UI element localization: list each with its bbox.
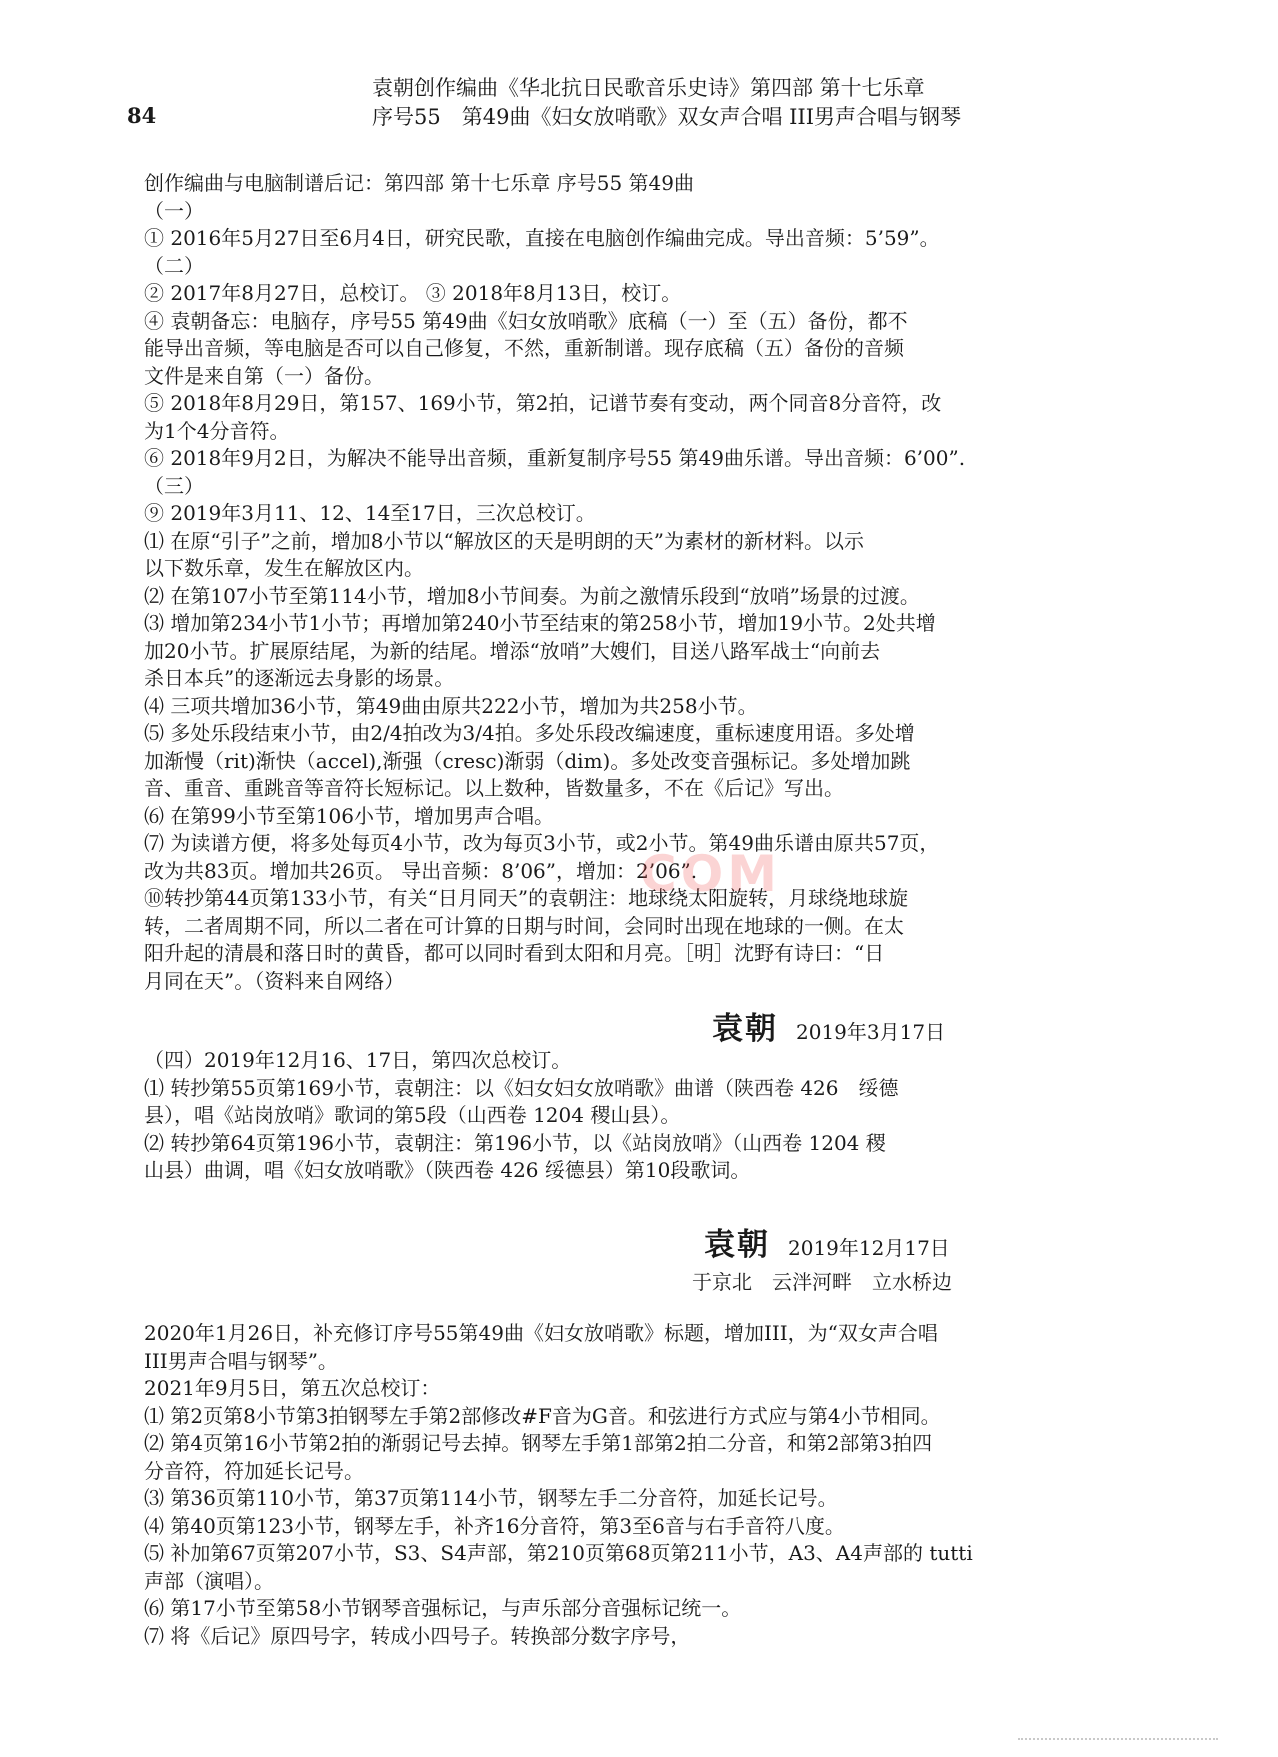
text-line: ⑸ 多处乐段结束小节，由2/4拍改为3/4拍。多处乐段改编速度，重标速度用语。多处增 — [144, 721, 915, 745]
text-line: ① 2016年5月27日至6月4日，研究民歌，直接在电脑创作编曲完成。导出音频：5’59”。 — [144, 226, 940, 250]
page-number: 84 — [127, 103, 157, 128]
text-line: 加渐慢（rit)渐快（accel),渐强（cresc)渐弱（dim)。多处改变音强标记。多处增加跳 — [144, 748, 911, 773]
text-line: ⑩转抄第44页第133小节，有关“日月同天”的袁朝注：地球绕太阳旋转，月球绕地球旋 — [144, 886, 909, 910]
signature-name: 袁朝 — [712, 1011, 778, 1047]
afterword-section-1 — [144, 170, 1134, 995]
text-line: ⑨ 2019年3月11、12、14至17日，三次总校订。 — [144, 501, 596, 525]
text-line: ⑶ 增加第234小节1小节；再增加第240小节至结束的第258小节，增加19小节。2处共增 — [144, 611, 936, 635]
text-line: ⑵ 在第107小节至第114小节，增加8小节间奏。为前之激情乐段到“放哨”场景的过渡。 — [144, 583, 920, 608]
header-title-line2: 序号55 第49曲《妇女放哨歌》双女声合唱 III男声合唱与钢琴 — [372, 105, 962, 129]
text-line: 杀日本兵”的逐渐远去身影的场景。 — [144, 666, 455, 690]
text-line: ⑶ 第36页第110小节，第37页第114小节，钢琴左手二分音符，加延长记号。 — [144, 1486, 838, 1510]
text-line: ⑺ 为读谱方便，将多处每页4小节，改为每页3小节，或2小节。第49曲乐谱由原共57页， — [144, 831, 940, 855]
text-line: ⑵ 第4页第16小节第2拍的渐弱记号去掉。钢琴左手第1部第2拍二分音，和第2部第3拍四 — [144, 1431, 933, 1455]
text-line: 音、重音、重跳音等音符长短标记。以上数种，皆数量多，不在《后记》写出。 — [144, 776, 844, 800]
text-line: III男声合唱与钢琴”。 — [144, 1348, 338, 1373]
text-line: 2021年9月5日，第五次总校订： — [144, 1376, 441, 1400]
text-line: 声部（演唱）。 — [144, 1568, 274, 1593]
page-header — [372, 74, 1072, 132]
signature-name: 袁朝 — [704, 1227, 770, 1263]
text-line: 月同在天”。（资料来自网络） — [144, 968, 405, 993]
text-line: ⑷ 第40页第123小节，钢琴左手，补齐16分音符，第3至6音与右手音符八度。 — [144, 1513, 845, 1538]
text-line: 为1个4分音符。 — [144, 418, 290, 443]
text-line: 2020年1月26日，补充修订序号55第49曲《妇女放哨歌》标题，增加III，为“双女声合唱 — [144, 1321, 938, 1345]
footer-divider — [1018, 1738, 1218, 1744]
header-title-line1: 袁朝创作编曲《华北抗日民歌音乐史诗》第四部 第十七乐章 — [372, 76, 925, 100]
text-line: 文件是来自第（一）备份。 — [144, 363, 384, 388]
text-line: ⑴ 转抄第55页第169小节，袁朝注：以《妇女妇女放哨歌》曲谱（陕西卷 426 绥德 — [144, 1075, 899, 1100]
text-line: 改为共83页。增加共26页。 导出音频：8’06”，增加：2’06”. — [144, 858, 698, 883]
text-line: ② 2017年8月27日，总校订。 ③ 2018年8月13日，校订。 — [144, 281, 682, 305]
text-line: ⑴ 第2页第8小节第3拍钢琴左手第2部修改#F音为G音。和弦进行方式应与第4小节相同。 — [144, 1403, 941, 1428]
text-line: 阳升起的清晨和落日时的黄昏，都可以同时看到太阳和月亮。［明］沈野有诗曰：“日 — [144, 941, 885, 965]
text-line: ⑴ 在原“引子”之前，增加8小节以“解放区的天是明朗的天”为素材的新材料。以示 — [144, 528, 864, 553]
text-line: （一） — [144, 198, 204, 223]
text-line: （二） — [144, 253, 204, 278]
text-line: ④ 袁朝备忘：电脑存，序号55 第49曲《妇女放哨歌》底稿（一）至（五）备份，都不 — [144, 308, 908, 333]
afterword-section-2 — [144, 1047, 1134, 1185]
text-line: 分音符，符加延长记号。 — [144, 1458, 364, 1483]
text-line: 创作编曲与电脑制谱后记：第四部 第十七乐章 序号55 第49曲 — [144, 171, 694, 195]
watermark: COM — [640, 845, 781, 903]
text-line: （四）2019年12月16、17日，第四次总校订。 — [144, 1048, 572, 1072]
text-line: 加20小节。扩展原结尾，为新的结尾。增添“放哨”大嫂们，目送八路军战士“向前去 — [144, 638, 881, 663]
text-line: ⑷ 三项共增加36小节，第49曲由原共222小节，增加为共258小节。 — [144, 693, 758, 718]
text-line: ⑺ 将《后记》原四号字，转成小四号子。转换部分数字序号， — [144, 1623, 691, 1648]
signature-date: 2019年12月17日 — [788, 1236, 950, 1260]
signature-place: 于京北 云泮河畔 立水桥边 — [692, 1270, 952, 1294]
afterword-section-3 — [144, 1320, 1134, 1650]
text-line: 转，二者周期不同，所以二者在可计算的日期与时间，会同时出现在地球的一侧。在太 — [144, 913, 904, 938]
signature-1 — [712, 1012, 945, 1049]
text-line: （三） — [144, 473, 204, 498]
text-line: ⑤ 2018年8月29日，第157、169小节，第2拍，记谱节奏有变动，两个同音8分音符，改 — [144, 391, 942, 415]
signature-2 — [704, 1228, 950, 1265]
text-line: 能导出音频，等电脑是否可以自己修复，不然，重新制谱。现存底稿（五）备份的音频 — [144, 336, 904, 360]
text-line: ⑸ 补加第67页第207小节，S3、S4声部，第210页第68页第211小节，A3、A4声部的 tutti — [144, 1541, 973, 1565]
text-line: 县），唱《站岗放哨》歌词的第5段（山西卷 1204 稷山县）。 — [144, 1103, 681, 1127]
text-line: ⑥ 2018年9月2日，为解决不能导出音频，重新复制序号55 第49曲乐谱。导出音频：6’00”. — [144, 446, 966, 470]
text-line: 以下数乐章，发生在解放区内。 — [144, 556, 424, 580]
text-line: 山县）曲调，唱《妇女放哨歌》（陕西卷 426 绥德县）第10段歌词。 — [144, 1158, 751, 1182]
text-line: ⑵ 转抄第64页第196小节，袁朝注：第196小节，以《站岗放哨》（山西卷 1204 稷 — [144, 1130, 886, 1155]
signature-date: 2019年3月17日 — [796, 1020, 946, 1044]
text-line: ⑹ 在第99小节至第106小节，增加男声合唱。 — [144, 803, 554, 828]
text-line: ⑹ 第17小节至第58小节钢琴音强标记，与声乐部分音强标记统一。 — [144, 1596, 742, 1620]
